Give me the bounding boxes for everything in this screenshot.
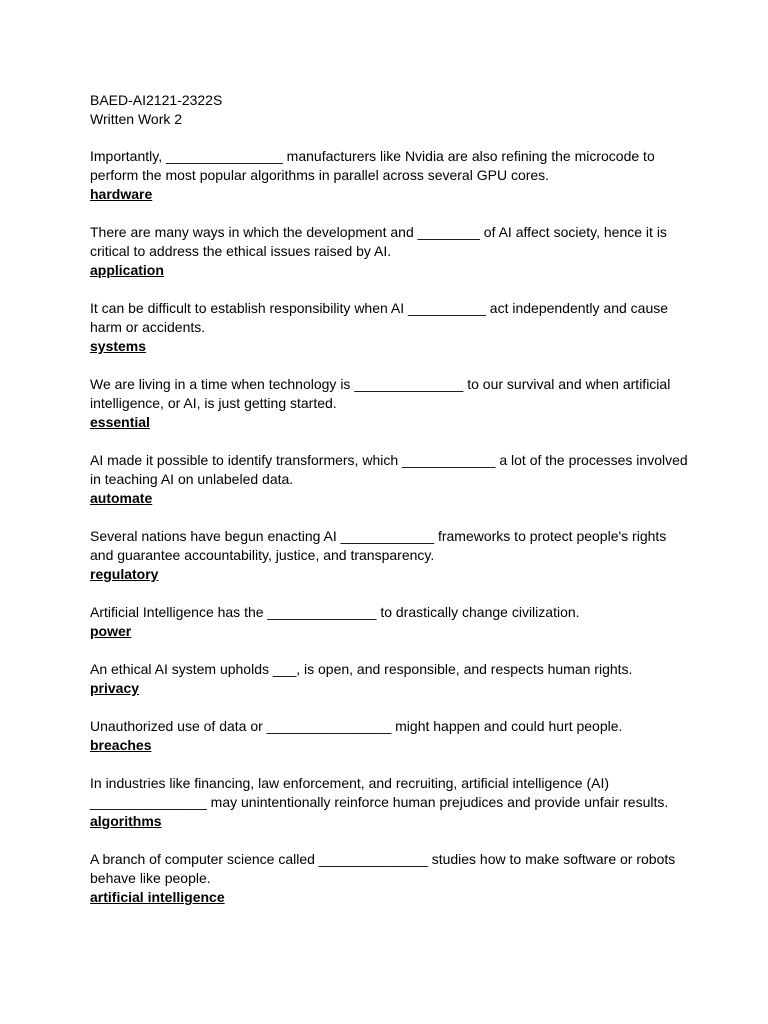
question-item xyxy=(90,299,690,356)
question-text: There are many ways in which the development and ________ of AI affect society, hence it is critical to address the ethical issues raised by AI. xyxy=(90,224,667,259)
question-text: Several nations have begun enacting AI ____________ frameworks to protect people's rights and guarantee accountability, justice, and transparency. xyxy=(90,528,667,563)
question-item xyxy=(90,375,690,432)
question-item xyxy=(90,147,690,204)
course-code: BAED-AI2121-2322S xyxy=(90,92,223,108)
document-title: Written Work 2 xyxy=(90,111,183,127)
document-header xyxy=(90,91,690,129)
question-text: AI made it possible to identify transformers, which ____________ a lot of the processes involved in teaching AI on unlabeled data. xyxy=(90,452,688,487)
question-text: Importantly, _______________ manufacturers like Nvidia are also refining the microcode to perform the most popular algorithms in parallel across several GPU cores. xyxy=(90,148,655,183)
answer-text: hardware xyxy=(90,186,153,202)
answer-text: systems xyxy=(90,338,147,354)
answer-text: automate xyxy=(90,490,153,506)
question-text: We are living in a time when technology is ______________ to our survival and when artificial intelligence, or AI, is just getting started. xyxy=(90,376,671,411)
question-text: Artificial Intelligence has the ______________ to drastically change civilization. xyxy=(90,604,580,620)
answer-text: privacy xyxy=(90,680,140,696)
question-text: In industries like financing, law enforcement, and recruiting, artificial intelligence (AI) _______________ may unintentionally reinforce human prejudices and provide unfair results. xyxy=(90,775,669,810)
question-item xyxy=(90,603,690,641)
answer-text: essential xyxy=(90,414,150,430)
answer-text: power xyxy=(90,623,132,639)
question-item xyxy=(90,451,690,508)
question-item xyxy=(90,223,690,280)
answer-text: regulatory xyxy=(90,566,159,582)
question-text: A branch of computer science called ______________ studies how to make software or robots behave like people. xyxy=(90,851,676,886)
question-item xyxy=(90,717,690,755)
question-text: Unauthorized use of data or ________________ might happen and could hurt people. xyxy=(90,718,623,734)
question-item xyxy=(90,527,690,584)
question-item xyxy=(90,850,690,907)
answer-text: breaches xyxy=(90,737,152,753)
question-text: An ethical AI system upholds ___, is open, and responsible, and respects human rights. xyxy=(90,661,633,677)
question-item xyxy=(90,774,690,831)
answer-text: algorithms xyxy=(90,813,162,829)
document-page xyxy=(90,91,690,926)
answer-text: application xyxy=(90,262,164,278)
answer-text: artificial intelligence xyxy=(90,889,225,905)
question-text: It can be difficult to establish responsibility when AI __________ act independently and cause harm or accidents. xyxy=(90,300,669,335)
question-item xyxy=(90,660,690,698)
